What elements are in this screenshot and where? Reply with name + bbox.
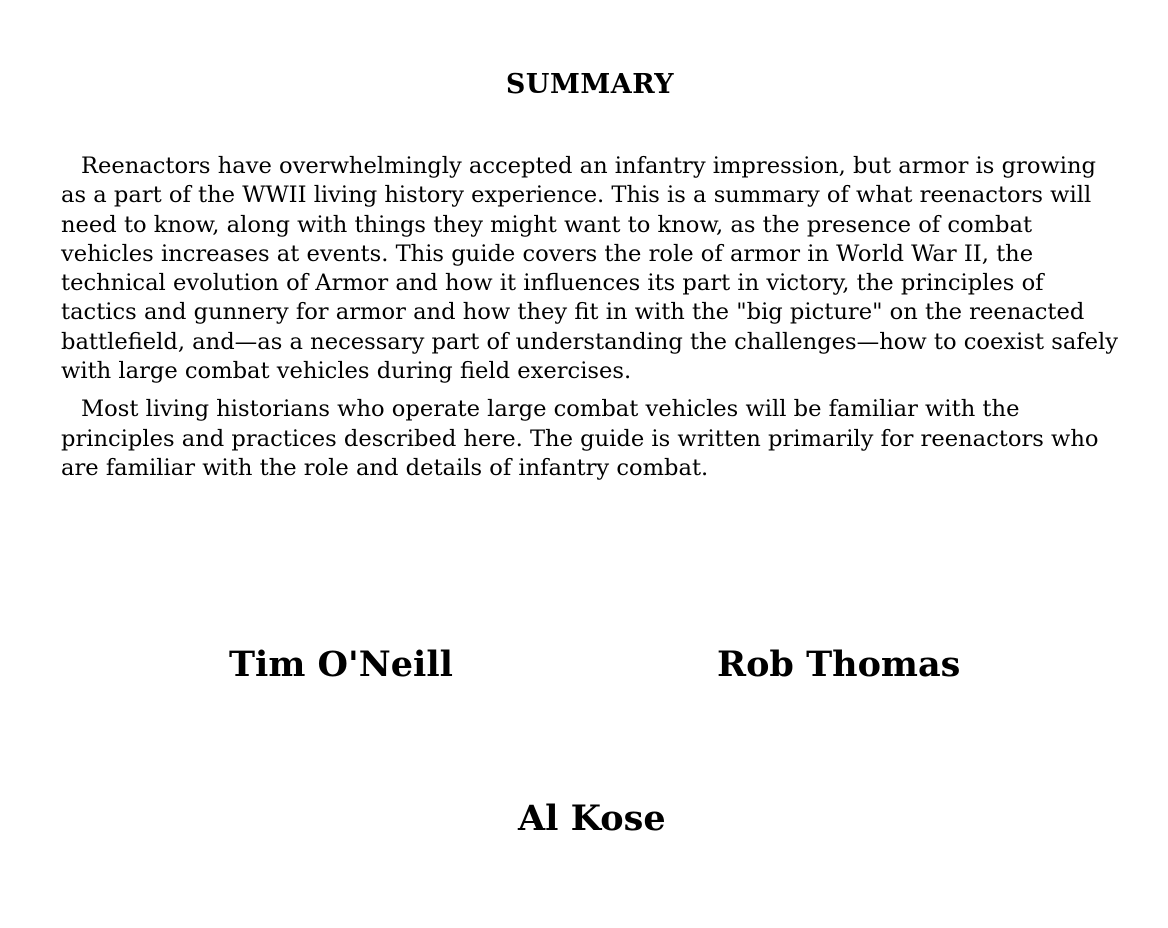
author-name-2: Rob Thomas — [717, 644, 961, 685]
summary-paragraph-2: Most living historians who operate large combat vehicles will be familiar with the principles and practices described here. The guide is written primarily for reenactors who are familiar with the role and details of infantry combat. — [61, 396, 1099, 481]
page-title: SUMMARY — [505, 69, 675, 100]
author-name-3: Al Kose — [518, 798, 666, 839]
summary-body — [61, 152, 1121, 492]
summary-paragraph-1: Reenactors have overwhelmingly accepted an infantry impression, but armor is growing as a part of the WWII living history experience. This is a summary of what reenactors will need to know, along with things they might want to know, as the presence of combat vehicles increases at events. This guide covers the role of armor in World War II, the technical evolution of Armor and how it influences its part in victory, the principles of tactics and gunnery for armor and how they fit in with the "big picture" on the reenacted battlefield, and—as a necessary part of understanding the challenges—how to coexist safely with large combat vehicles during field exercises. — [61, 153, 1119, 385]
author-name-1: Tim O'Neill — [229, 644, 453, 685]
